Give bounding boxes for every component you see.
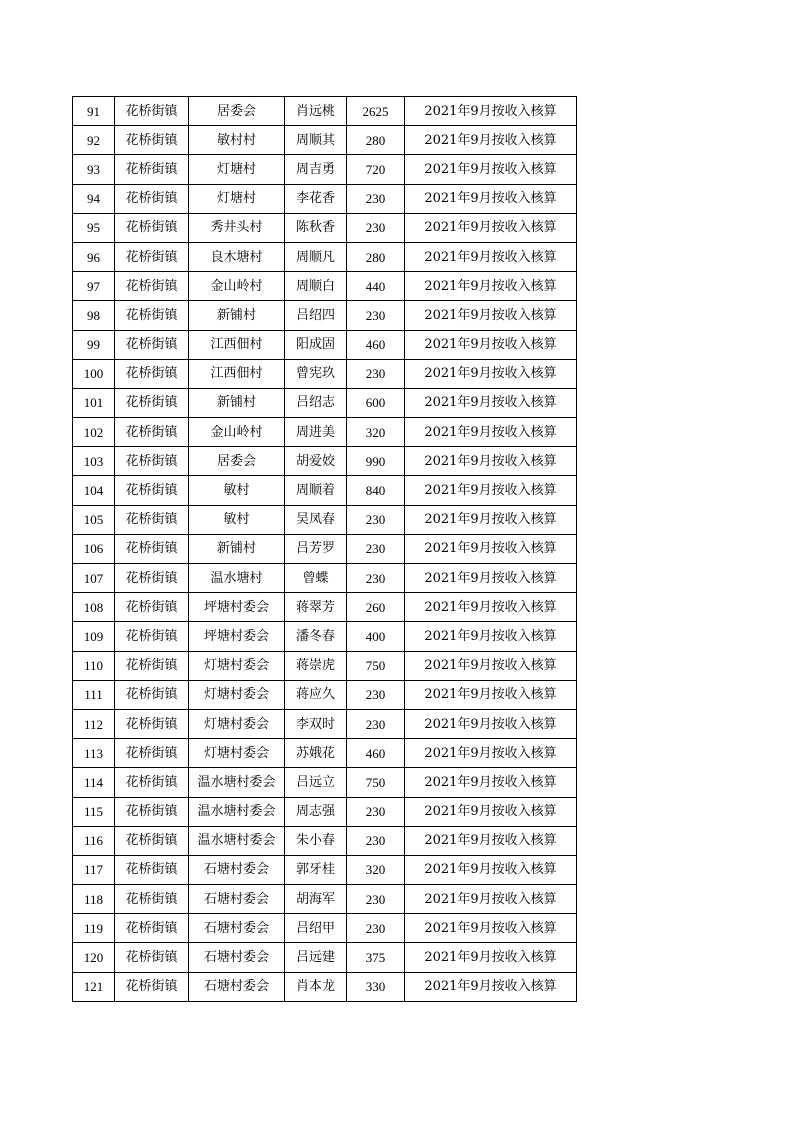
name-cell: 陈秋香 <box>285 213 347 242</box>
village-cell: 新铺村 <box>189 388 285 417</box>
amount-cell: 230 <box>347 680 405 709</box>
name-cell: 吕远立 <box>285 768 347 797</box>
table-row <box>73 447 577 476</box>
name-cell: 吴凤春 <box>285 505 347 534</box>
note-cell: 2021年9月按收入核算 <box>405 184 577 213</box>
table-row <box>73 826 577 855</box>
table-row <box>73 388 577 417</box>
table-row <box>73 914 577 943</box>
name-cell: 吕绍甲 <box>285 914 347 943</box>
village-cell: 良木塘村 <box>189 242 285 271</box>
row-number: 102 <box>73 418 115 447</box>
note-cell: 2021年9月按收入核算 <box>405 388 577 417</box>
town-cell: 花桥街镇 <box>115 155 189 184</box>
amount-cell: 750 <box>347 768 405 797</box>
town-cell: 花桥街镇 <box>115 826 189 855</box>
table-row <box>73 885 577 914</box>
village-cell: 石塘村委会 <box>189 885 285 914</box>
town-cell: 花桥街镇 <box>115 418 189 447</box>
name-cell: 周顺着 <box>285 476 347 505</box>
name-cell: 胡爱姣 <box>285 447 347 476</box>
records-table-body <box>73 97 577 1002</box>
town-cell: 花桥街镇 <box>115 622 189 651</box>
amount-cell: 840 <box>347 476 405 505</box>
name-cell: 曾蝶 <box>285 564 347 593</box>
village-cell: 金山岭村 <box>189 272 285 301</box>
amount-cell: 750 <box>347 651 405 680</box>
row-number: 97 <box>73 272 115 301</box>
amount-cell: 230 <box>347 359 405 388</box>
note-cell: 2021年9月按收入核算 <box>405 447 577 476</box>
village-cell: 坪塘村委会 <box>189 593 285 622</box>
town-cell: 花桥街镇 <box>115 359 189 388</box>
town-cell: 花桥街镇 <box>115 739 189 768</box>
village-cell: 坪塘村委会 <box>189 622 285 651</box>
town-cell: 花桥街镇 <box>115 242 189 271</box>
town-cell: 花桥街镇 <box>115 184 189 213</box>
amount-cell: 230 <box>347 505 405 534</box>
row-number: 99 <box>73 330 115 359</box>
village-cell: 温水塘村委会 <box>189 797 285 826</box>
village-cell: 石塘村委会 <box>189 914 285 943</box>
village-cell: 敏村村 <box>189 126 285 155</box>
village-cell: 灯塘村 <box>189 155 285 184</box>
row-number: 111 <box>73 680 115 709</box>
town-cell: 花桥街镇 <box>115 301 189 330</box>
row-number: 116 <box>73 826 115 855</box>
name-cell: 吕芳罗 <box>285 534 347 563</box>
name-cell: 周志强 <box>285 797 347 826</box>
village-cell: 江西佃村 <box>189 330 285 359</box>
row-number: 100 <box>73 359 115 388</box>
row-number: 120 <box>73 943 115 972</box>
village-cell: 灯塘村委会 <box>189 739 285 768</box>
village-cell: 江西佃村 <box>189 359 285 388</box>
amount-cell: 460 <box>347 330 405 359</box>
note-cell: 2021年9月按收入核算 <box>405 651 577 680</box>
village-cell: 灯塘村 <box>189 184 285 213</box>
table-row <box>73 505 577 534</box>
amount-cell: 230 <box>347 301 405 330</box>
row-number: 121 <box>73 972 115 1001</box>
table-row <box>73 680 577 709</box>
table-row <box>73 564 577 593</box>
name-cell: 周进美 <box>285 418 347 447</box>
table-row <box>73 768 577 797</box>
village-cell: 新铺村 <box>189 534 285 563</box>
name-cell: 肖远桃 <box>285 97 347 126</box>
town-cell: 花桥街镇 <box>115 885 189 914</box>
row-number: 107 <box>73 564 115 593</box>
amount-cell: 230 <box>347 709 405 738</box>
village-cell: 温水塘村委会 <box>189 826 285 855</box>
name-cell: 周顺凡 <box>285 242 347 271</box>
row-number: 93 <box>73 155 115 184</box>
amount-cell: 230 <box>347 797 405 826</box>
village-cell: 温水塘村委会 <box>189 768 285 797</box>
town-cell: 花桥街镇 <box>115 709 189 738</box>
table-row <box>73 330 577 359</box>
name-cell: 吕绍志 <box>285 388 347 417</box>
note-cell: 2021年9月按收入核算 <box>405 914 577 943</box>
note-cell: 2021年9月按收入核算 <box>405 972 577 1001</box>
row-number: 110 <box>73 651 115 680</box>
village-cell: 金山岭村 <box>189 418 285 447</box>
town-cell: 花桥街镇 <box>115 213 189 242</box>
town-cell: 花桥街镇 <box>115 272 189 301</box>
amount-cell: 460 <box>347 739 405 768</box>
note-cell: 2021年9月按收入核算 <box>405 797 577 826</box>
name-cell: 蒋崇虎 <box>285 651 347 680</box>
note-cell: 2021年9月按收入核算 <box>405 943 577 972</box>
row-number: 115 <box>73 797 115 826</box>
amount-cell: 260 <box>347 593 405 622</box>
row-number: 103 <box>73 447 115 476</box>
village-cell: 石塘村委会 <box>189 972 285 1001</box>
table-row <box>73 943 577 972</box>
row-number: 92 <box>73 126 115 155</box>
village-cell: 敏村 <box>189 476 285 505</box>
note-cell: 2021年9月按收入核算 <box>405 885 577 914</box>
table-row <box>73 126 577 155</box>
village-cell: 灯塘村委会 <box>189 651 285 680</box>
row-number: 117 <box>73 855 115 884</box>
table-row <box>73 739 577 768</box>
row-number: 113 <box>73 739 115 768</box>
row-number: 95 <box>73 213 115 242</box>
name-cell: 周顺其 <box>285 126 347 155</box>
town-cell: 花桥街镇 <box>115 768 189 797</box>
town-cell: 花桥街镇 <box>115 855 189 884</box>
village-cell: 新铺村 <box>189 301 285 330</box>
note-cell: 2021年9月按收入核算 <box>405 126 577 155</box>
amount-cell: 230 <box>347 564 405 593</box>
village-cell: 居委会 <box>189 447 285 476</box>
note-cell: 2021年9月按收入核算 <box>405 593 577 622</box>
note-cell: 2021年9月按收入核算 <box>405 564 577 593</box>
town-cell: 花桥街镇 <box>115 447 189 476</box>
town-cell: 花桥街镇 <box>115 680 189 709</box>
village-cell: 石塘村委会 <box>189 943 285 972</box>
note-cell: 2021年9月按收入核算 <box>405 855 577 884</box>
note-cell: 2021年9月按收入核算 <box>405 739 577 768</box>
note-cell: 2021年9月按收入核算 <box>405 301 577 330</box>
table-row <box>73 155 577 184</box>
table-row <box>73 476 577 505</box>
village-cell: 温水塘村 <box>189 564 285 593</box>
table-row <box>73 651 577 680</box>
row-number: 108 <box>73 593 115 622</box>
town-cell: 花桥街镇 <box>115 534 189 563</box>
note-cell: 2021年9月按收入核算 <box>405 242 577 271</box>
amount-cell: 440 <box>347 272 405 301</box>
note-cell: 2021年9月按收入核算 <box>405 418 577 447</box>
name-cell: 周顺白 <box>285 272 347 301</box>
name-cell: 胡海军 <box>285 885 347 914</box>
note-cell: 2021年9月按收入核算 <box>405 155 577 184</box>
name-cell: 阳成固 <box>285 330 347 359</box>
amount-cell: 320 <box>347 855 405 884</box>
row-number: 98 <box>73 301 115 330</box>
table-row <box>73 97 577 126</box>
row-number: 109 <box>73 622 115 651</box>
name-cell: 潘冬春 <box>285 622 347 651</box>
row-number: 94 <box>73 184 115 213</box>
table-row <box>73 213 577 242</box>
town-cell: 花桥街镇 <box>115 126 189 155</box>
note-cell: 2021年9月按收入核算 <box>405 272 577 301</box>
name-cell: 吕远建 <box>285 943 347 972</box>
name-cell: 李花香 <box>285 184 347 213</box>
village-cell: 灯塘村委会 <box>189 709 285 738</box>
amount-cell: 230 <box>347 885 405 914</box>
table-row <box>73 855 577 884</box>
village-cell: 居委会 <box>189 97 285 126</box>
village-cell: 秀井头村 <box>189 213 285 242</box>
row-number: 114 <box>73 768 115 797</box>
town-cell: 花桥街镇 <box>115 797 189 826</box>
amount-cell: 990 <box>347 447 405 476</box>
amount-cell: 400 <box>347 622 405 651</box>
table-row <box>73 622 577 651</box>
note-cell: 2021年9月按收入核算 <box>405 680 577 709</box>
amount-cell: 230 <box>347 826 405 855</box>
table-row <box>73 534 577 563</box>
village-cell: 敏村 <box>189 505 285 534</box>
note-cell: 2021年9月按收入核算 <box>405 97 577 126</box>
town-cell: 花桥街镇 <box>115 97 189 126</box>
note-cell: 2021年9月按收入核算 <box>405 622 577 651</box>
row-number: 106 <box>73 534 115 563</box>
note-cell: 2021年9月按收入核算 <box>405 768 577 797</box>
town-cell: 花桥街镇 <box>115 943 189 972</box>
town-cell: 花桥街镇 <box>115 564 189 593</box>
amount-cell: 2625 <box>347 97 405 126</box>
amount-cell: 330 <box>347 972 405 1001</box>
note-cell: 2021年9月按收入核算 <box>405 709 577 738</box>
note-cell: 2021年9月按收入核算 <box>405 330 577 359</box>
row-number: 112 <box>73 709 115 738</box>
amount-cell: 230 <box>347 914 405 943</box>
table-row <box>73 242 577 271</box>
town-cell: 花桥街镇 <box>115 388 189 417</box>
name-cell: 肖本龙 <box>285 972 347 1001</box>
amount-cell: 230 <box>347 213 405 242</box>
amount-cell: 280 <box>347 126 405 155</box>
table-row <box>73 593 577 622</box>
row-number: 101 <box>73 388 115 417</box>
name-cell: 苏娥花 <box>285 739 347 768</box>
table-row <box>73 272 577 301</box>
amount-cell: 230 <box>347 184 405 213</box>
note-cell: 2021年9月按收入核算 <box>405 359 577 388</box>
town-cell: 花桥街镇 <box>115 476 189 505</box>
name-cell: 郭牙桂 <box>285 855 347 884</box>
row-number: 91 <box>73 97 115 126</box>
note-cell: 2021年9月按收入核算 <box>405 534 577 563</box>
town-cell: 花桥街镇 <box>115 651 189 680</box>
note-cell: 2021年9月按收入核算 <box>405 476 577 505</box>
row-number: 105 <box>73 505 115 534</box>
name-cell: 曾宪玖 <box>285 359 347 388</box>
town-cell: 花桥街镇 <box>115 914 189 943</box>
row-number: 104 <box>73 476 115 505</box>
table-row <box>73 972 577 1001</box>
table-row <box>73 418 577 447</box>
records-table <box>72 96 577 1002</box>
table-row <box>73 301 577 330</box>
amount-cell: 230 <box>347 534 405 563</box>
note-cell: 2021年9月按收入核算 <box>405 826 577 855</box>
amount-cell: 720 <box>347 155 405 184</box>
village-cell: 灯塘村委会 <box>189 680 285 709</box>
row-number: 118 <box>73 885 115 914</box>
name-cell: 周吉勇 <box>285 155 347 184</box>
amount-cell: 320 <box>347 418 405 447</box>
table-row <box>73 797 577 826</box>
town-cell: 花桥街镇 <box>115 505 189 534</box>
name-cell: 朱小春 <box>285 826 347 855</box>
table-row <box>73 359 577 388</box>
row-number: 119 <box>73 914 115 943</box>
name-cell: 吕绍四 <box>285 301 347 330</box>
note-cell: 2021年9月按收入核算 <box>405 505 577 534</box>
town-cell: 花桥街镇 <box>115 593 189 622</box>
amount-cell: 600 <box>347 388 405 417</box>
name-cell: 蒋翠芳 <box>285 593 347 622</box>
table-row <box>73 709 577 738</box>
town-cell: 花桥街镇 <box>115 330 189 359</box>
amount-cell: 280 <box>347 242 405 271</box>
amount-cell: 375 <box>347 943 405 972</box>
town-cell: 花桥街镇 <box>115 972 189 1001</box>
row-number: 96 <box>73 242 115 271</box>
table-row <box>73 184 577 213</box>
village-cell: 石塘村委会 <box>189 855 285 884</box>
name-cell: 蒋应久 <box>285 680 347 709</box>
name-cell: 李双时 <box>285 709 347 738</box>
note-cell: 2021年9月按收入核算 <box>405 213 577 242</box>
